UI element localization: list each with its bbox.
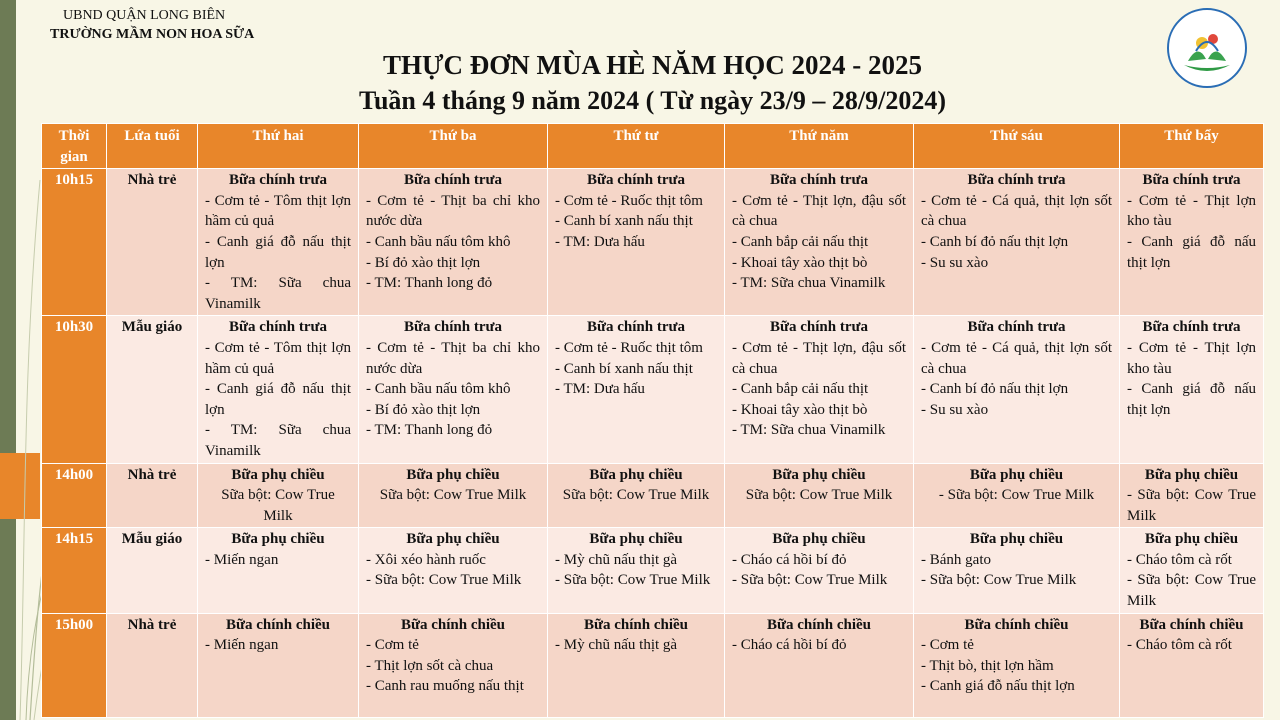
meal-cell: [198, 528, 359, 613]
meal-cell: [359, 613, 548, 717]
meal-cell: [1120, 169, 1264, 316]
page-title: THỰC ĐƠN MÙA HÈ NĂM HỌC 2024 - 2025: [383, 50, 922, 80]
meal-cell: [725, 613, 914, 717]
table-row: [42, 613, 1264, 717]
header-cell: Lứa tuổi: [107, 124, 198, 169]
meal-title: Bữa chính trưa: [586, 319, 685, 336]
meal-title: Bữa phụ chiều: [231, 466, 325, 483]
header-cell: Thứ hai: [198, 124, 359, 169]
dish-item: Sữa bột: Cow True Milk: [379, 487, 527, 504]
meal-title: Bữa chính chiều: [964, 616, 1069, 633]
dish-item: - Sữa bột: Cow True Milk: [921, 572, 1077, 589]
meal-cell: [914, 463, 1120, 528]
meal-cell: [359, 169, 548, 316]
meal-cell: [548, 169, 725, 316]
dish-item: - Sữa bột: Cow True Milk: [938, 487, 1095, 504]
meal-title: Bữa chính trưa: [769, 172, 868, 189]
dish-item: - Khoai tây xào thịt bò: [732, 401, 868, 418]
dish-item: - Miến ngan: [205, 551, 279, 568]
meal-cell: [548, 463, 725, 528]
meal-cell: [359, 316, 548, 463]
meal-cell: [198, 463, 359, 528]
meal-title: Bữa phụ chiều: [1144, 531, 1239, 548]
district-name: UBND QUẬN LONG BIÊN: [63, 8, 226, 23]
time-cell: 10h15: [42, 169, 107, 316]
meal-title: Bữa chính chiều: [583, 616, 689, 633]
meal-cell: [725, 463, 914, 528]
dish-item: - Cơm tẻ - Cá quả, thịt lợn sốt cà chua: [921, 339, 1112, 377]
dish-item: - Cơm tẻ - Thịt ba chỉ kho nước dừa: [366, 192, 540, 230]
meal-title: Bữa chính trưa: [586, 172, 685, 189]
meal-cell: [198, 613, 359, 717]
dish-item: Sữa bột: Cow True Milk: [745, 487, 893, 504]
age-cell: Nhà trẻ: [107, 463, 198, 528]
dish-item: - Cơm tẻ: [921, 637, 974, 654]
dish-item: - Sữa bột: Cow True Milk: [555, 572, 711, 589]
header-cell: Thời gian: [42, 124, 107, 169]
meal-cell: [914, 169, 1120, 316]
dish-item: - Cháo cá hồi bí đỏ: [732, 551, 847, 568]
meal-title: Bữa chính chiều: [225, 616, 331, 633]
meal-title: Bữa phụ chiều: [589, 531, 683, 548]
menu-table: [41, 123, 1264, 718]
dish-item: - Cơm tẻ - Tôm thịt lợn hầm củ quả: [205, 192, 351, 230]
dish-item: - Cơm tẻ - Thịt lợn kho tàu: [1127, 339, 1256, 377]
meal-title: Bữa chính trưa: [1142, 172, 1241, 189]
dish-item: - Mỳ chũ nấu thịt gà: [555, 637, 678, 654]
time-cell: 14h00: [42, 463, 107, 528]
dish-item: - Sữa bột: Cow True Milk: [732, 572, 888, 589]
dish-item: - Cháo cá hồi bí đỏ: [732, 637, 847, 654]
meal-cell: [548, 316, 725, 463]
dish-item: - Canh bí đỏ nấu thịt lợn: [921, 233, 1069, 250]
menu-body: [42, 169, 1264, 717]
meal-cell: [1120, 463, 1264, 528]
dish-item: - Cơm tẻ - Cá quả, thịt lợn sốt cà chua: [921, 192, 1112, 230]
meal-title: Bữa chính trưa: [228, 319, 327, 336]
dish-item: - Bánh gato: [921, 551, 991, 568]
meal-title: Bữa chính trưa: [967, 319, 1066, 336]
meal-title: Bữa phụ chiều: [772, 531, 866, 548]
meal-cell: [914, 528, 1120, 613]
dish-item: - Cơm tẻ: [366, 637, 419, 654]
meal-cell: [548, 613, 725, 717]
meal-cell: [359, 463, 548, 528]
table-row: [42, 316, 1264, 463]
dish-item: - Sữa bột: Cow True Milk: [1127, 572, 1256, 610]
meal-title: Bữa chính trưa: [769, 319, 868, 336]
header-cell: Thứ năm: [725, 124, 914, 169]
meal-title: Bữa phụ chiều: [1144, 466, 1239, 483]
dish-item: - TM: Sữa chua Vinamilk: [205, 275, 351, 312]
dish-item: Sữa bột: Cow True Milk: [221, 487, 335, 524]
meal-title: Bữa chính trưa: [967, 172, 1066, 189]
dish-item: - Sữa bột: Cow True Milk: [366, 572, 522, 589]
school-name: TRƯỜNG MẦM NON HOA SỮA: [50, 27, 255, 42]
table-row: [42, 528, 1264, 613]
meal-cell: [198, 169, 359, 316]
meal-cell: [914, 613, 1120, 717]
dish-item: - Cháo tôm cà rốt: [1127, 637, 1232, 654]
week-subtitle: Tuần 4 tháng 9 năm 2024 ( Từ ngày 23/9 – 28/9/2024): [359, 86, 946, 115]
meal-title: Bữa chính trưa: [1142, 319, 1241, 336]
dish-item: - Canh bầu nấu tôm khô: [366, 381, 511, 398]
dish-item: - Su su xào: [921, 401, 989, 418]
dish-item: - Cơm tẻ - Thịt lợn kho tàu: [1127, 192, 1256, 230]
dish-item: - Canh giá đỗ nấu thịt lợn: [1127, 381, 1256, 418]
dish-item: - Cơm tẻ - Thịt lợn, đậu sốt cà chua: [732, 339, 906, 377]
meal-cell: [725, 169, 914, 316]
meal-cell: [1120, 316, 1264, 463]
dish-item: - Canh giá đỗ nấu thịt lợn: [205, 381, 351, 418]
dish-item: - Bí đỏ xào thịt lợn: [366, 401, 481, 418]
header-cell: Thứ ba: [359, 124, 548, 169]
dish-item: - Canh giá đỗ nấu thịt lợn: [205, 233, 351, 271]
dish-item: - Cơm tẻ - Ruốc thịt tôm: [555, 339, 703, 356]
meal-title: Bữa chính trưa: [403, 319, 502, 336]
time-cell: 10h30: [42, 316, 107, 463]
meal-title: Bữa phụ chiều: [969, 466, 1064, 483]
dish-item: - Canh bắp cải nấu thịt: [732, 381, 869, 398]
dish-item: - TM: Sữa chua Vinamilk: [732, 275, 886, 292]
dish-item: - Canh bí xanh nấu thịt: [555, 213, 693, 230]
dish-item: - Sữa bột: Cow True Milk: [1127, 487, 1256, 524]
dish-item: - Cơm tẻ - Tôm thịt lợn hầm củ quả: [205, 339, 351, 377]
dish-item: - Cơm tẻ - Ruốc thịt tôm: [555, 192, 703, 209]
meal-title: Bữa phụ chiều: [772, 466, 866, 483]
meal-cell: [1120, 613, 1264, 717]
dish-item: - Canh giá đỗ nấu thịt lợn: [921, 678, 1075, 695]
accent-block: [0, 453, 40, 519]
dish-item: - TM: Dưa hấu: [555, 233, 645, 250]
header-cell: Thứ bẩy: [1120, 124, 1264, 169]
dish-item: - TM: Thanh long đỏ: [366, 422, 493, 439]
meal-cell: [1120, 528, 1264, 613]
meal-title: Bữa chính chiều: [400, 616, 506, 633]
dish-item: - Su su xào: [921, 254, 989, 271]
age-cell: Nhà trẻ: [107, 613, 198, 717]
meal-title: Bữa chính chiều: [766, 616, 872, 633]
dish-item: - Miến ngan: [205, 637, 279, 654]
meal-title: Bữa phụ chiều: [406, 531, 500, 548]
time-cell: 15h00: [42, 613, 107, 717]
dish-item: Sữa bột: Cow True Milk: [562, 487, 710, 504]
dish-item: - Xôi xéo hành ruốc: [366, 551, 486, 568]
meal-cell: [725, 316, 914, 463]
dish-item: - TM: Dưa hấu: [555, 381, 645, 398]
dish-item: - TM: Thanh long đỏ: [366, 275, 493, 292]
dish-item: - Thịt lợn sốt cà chua: [366, 657, 494, 674]
dish-item: - Cơm tẻ - Thịt lợn, đậu sốt cà chua: [732, 192, 906, 230]
dish-item: - Canh giá đỗ nấu thịt lợn: [1127, 233, 1256, 271]
dish-item: - Canh bí xanh nấu thịt: [555, 360, 693, 377]
table-row: [42, 463, 1264, 528]
meal-title: Bữa phụ chiều: [589, 466, 683, 483]
dish-item: - Canh bắp cải nấu thịt: [732, 233, 869, 250]
meal-cell: [914, 316, 1120, 463]
header-row: [42, 124, 1264, 169]
age-cell: Mẫu giáo: [107, 316, 198, 463]
dish-item: - Canh rau muống nấu thịt: [366, 678, 524, 695]
meal-cell: [198, 316, 359, 463]
time-cell: 14h15: [42, 528, 107, 613]
meal-cell: [548, 528, 725, 613]
meal-title: Bữa chính trưa: [228, 172, 327, 189]
age-cell: Mẫu giáo: [107, 528, 198, 613]
meal-cell: [359, 528, 548, 613]
dish-item: - Thịt bò, thịt lợn hầm: [921, 657, 1054, 674]
header-cell: Thứ tư: [548, 124, 725, 169]
dish-item: - Canh bí đỏ nấu thịt lợn: [921, 381, 1069, 398]
meal-title: Bữa phụ chiều: [231, 531, 325, 548]
dish-item: - Cơm tẻ - Thịt ba chỉ kho nước dừa: [366, 339, 540, 377]
meal-title: Bữa phụ chiều: [406, 466, 500, 483]
meal-title: Bữa chính trưa: [403, 172, 502, 189]
dish-item: - Khoai tây xào thịt bò: [732, 254, 868, 271]
school-header: [50, 6, 254, 44]
dish-item: - TM: Sữa chua Vinamilk: [732, 422, 886, 439]
meal-title: Bữa chính chiều: [1139, 616, 1244, 633]
meal-title: Bữa phụ chiều: [969, 531, 1064, 548]
dish-item: - Bí đỏ xào thịt lợn: [366, 254, 481, 271]
dish-item: - Canh bầu nấu tôm khô: [366, 233, 511, 250]
dish-item: - Cháo tôm cà rốt: [1127, 551, 1232, 568]
school-logo: [1166, 7, 1248, 89]
table-row: [42, 169, 1264, 316]
dish-item: - TM: Sữa chua Vinamilk: [205, 422, 351, 459]
header-cell: Thứ sáu: [914, 124, 1120, 169]
dish-item: - Mỳ chũ nấu thịt gà: [555, 551, 678, 568]
meal-cell: [725, 528, 914, 613]
age-cell: Nhà trẻ: [107, 169, 198, 316]
